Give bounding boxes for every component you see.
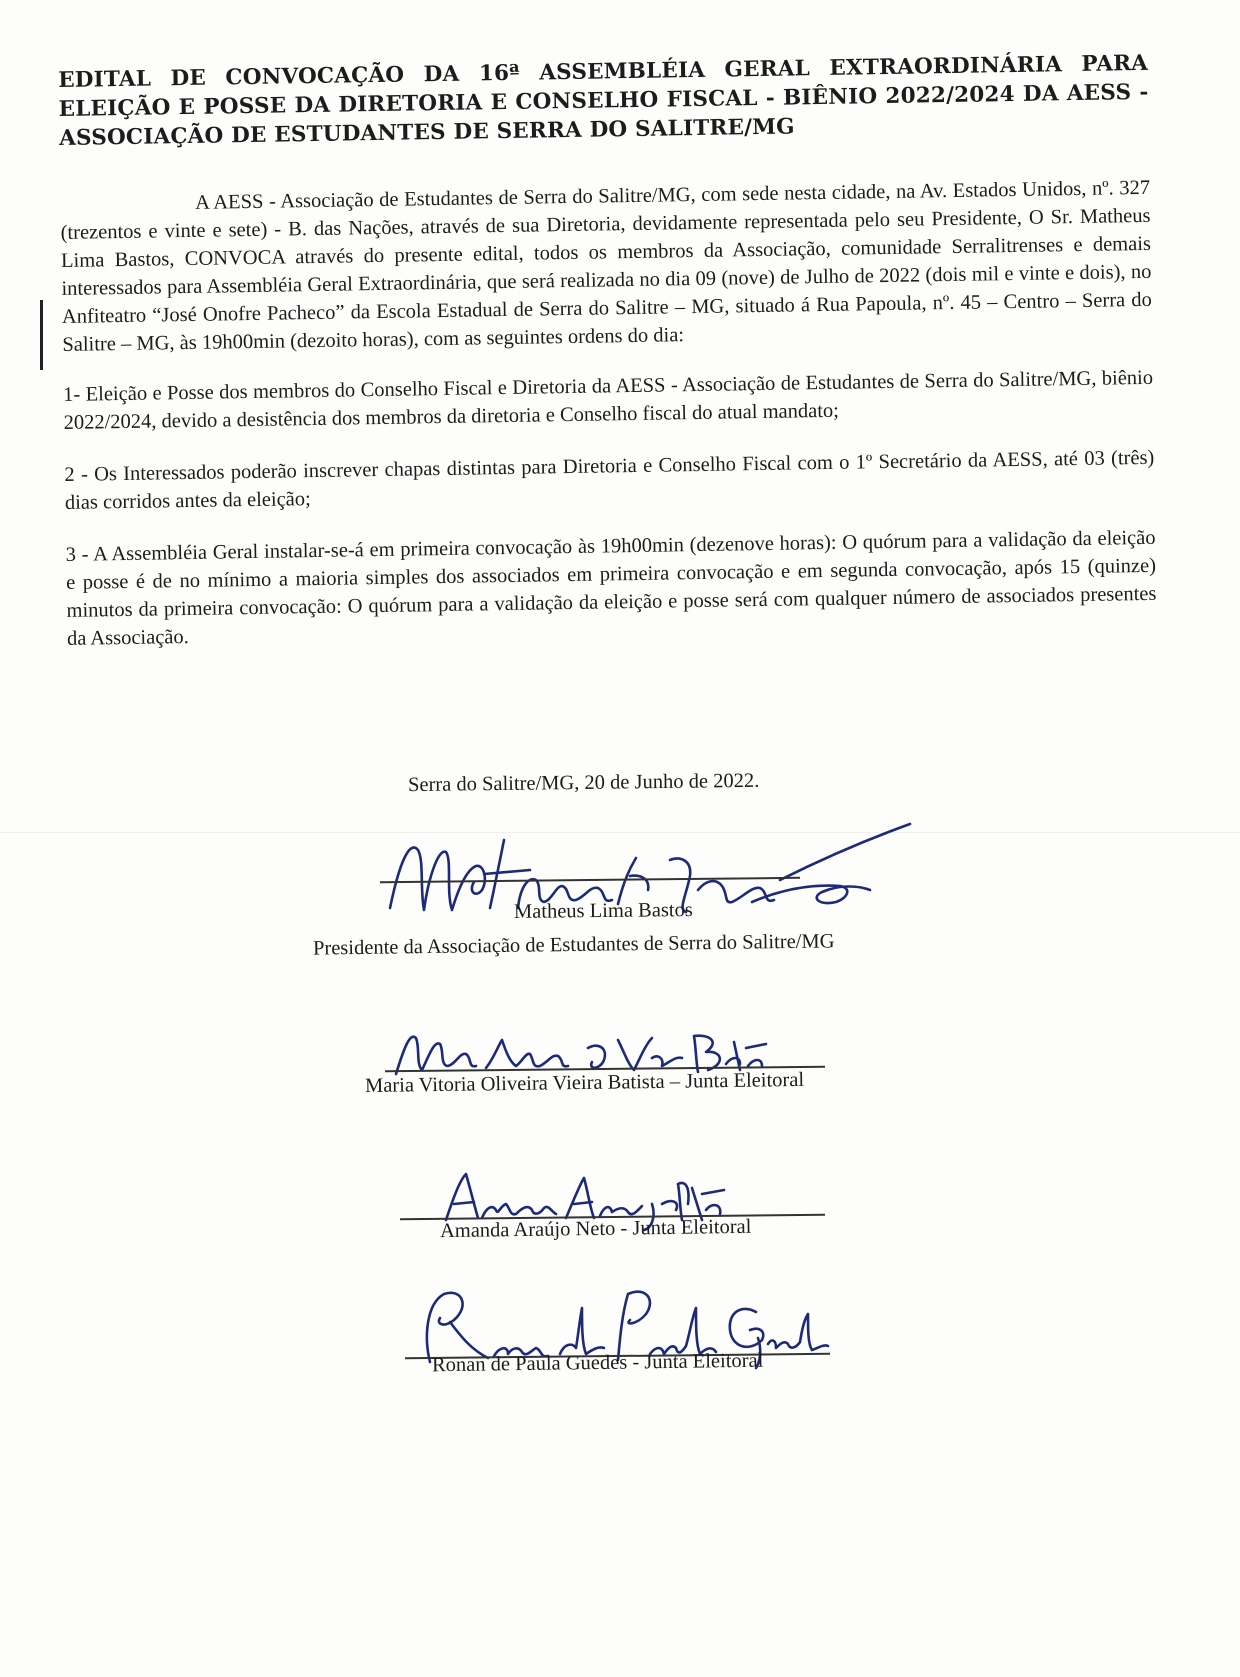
agenda-item-3: 3 - A Assembléia Geral instalar-se-á em primeira convocação às 19h00min (dezenove horas): O quórum para a validação da eleição e posse é de no mínimo a maioria simples dos associados em primeira convocação e em segunda convocação, após 15 (quinze) minutos da primeira convocação: O quórum para a validação da eleição e posse será com qualquer número de associados presentes da Associação. bbox=[65, 526, 1157, 650]
signer-name-maria-vitoria: Maria Vitoria Oliveira Vieira Batista – Junta Eleitoral bbox=[364, 1068, 805, 1098]
place-and-date: Serra do Salitre/MG, 20 de Junho de 2022. bbox=[407, 769, 760, 797]
agenda-item-1: 1- Eleição e Posse dos membros do Conselho Fiscal e Diretoria da AESS - Associação de Estudantes de Serra do Salitre/MG, biênio 2022/2024, devido a desistência dos membros da diretoria e Conselho fiscal do atual mandato; bbox=[62, 366, 1154, 434]
signer-role-president: Presidente da Associação de Estudantes de Serra do Salitre/MG bbox=[312, 930, 835, 960]
agenda-item-2: 2 - Os Interessados poderão inscrever chapas distintas para Diretoria e Conselho Fiscal com o 1º Secretário da AESS, até 03 (três) dias corridos antes da eleição; bbox=[64, 446, 1155, 514]
margin-mark bbox=[40, 300, 43, 370]
signer-name-amanda: Amanda Araújo Neto - Junta Eleitoral bbox=[439, 1215, 752, 1243]
intro-paragraph: A AESS - Associação de Estudantes de Serra do Salitre/MG, com sede nesta cidade, na Av. Estados Unidos, nº. 327 (trezentos e vinte e sete) - B. das Nações, através de sua Diretoria, devidamente representada pelo seu Presidente, O Sr. Matheus Lima Bastos, CONVOCA através do presente edital, todos os membros da Associação, comunidade Serralitrenses e demais interessados para Assembléia Geral Extraordinária, que será realizada no dia 09 (nove) de Julho de 2022 (dois mil e vinte e dois), no Anfiteatro “José Onofre Pacheco” da Escola Estadual de Serra do Salitre – MG, situado á Rua Papoula, nº. 45 – Centro – Serra do Salitre – MG, às 19h00min (dezoito horas), com as seguintes ordens do dia: bbox=[60, 176, 1152, 356]
signer-name-ronan: Ronan de Paula Guedes - Junta Eleitoral bbox=[431, 1349, 764, 1377]
document-body bbox=[58, 49, 1157, 677]
document-title: EDITAL DE CONVOCAÇÃO DA 16ª ASSEMBLÉIA GERAL EXTRAORDINÁRIA PARA ELEIÇÃO E POSSE DA DIRETORIA E CONSELHO FISCAL - BIÊNIO 2022/2024 DA AESS - ASSOCIAÇÃO DE ESTUDANTES DE SERRA DO SALITRE/MG bbox=[58, 50, 1149, 151]
signer-name-president: Matheus Lima Bastos bbox=[513, 899, 693, 923]
